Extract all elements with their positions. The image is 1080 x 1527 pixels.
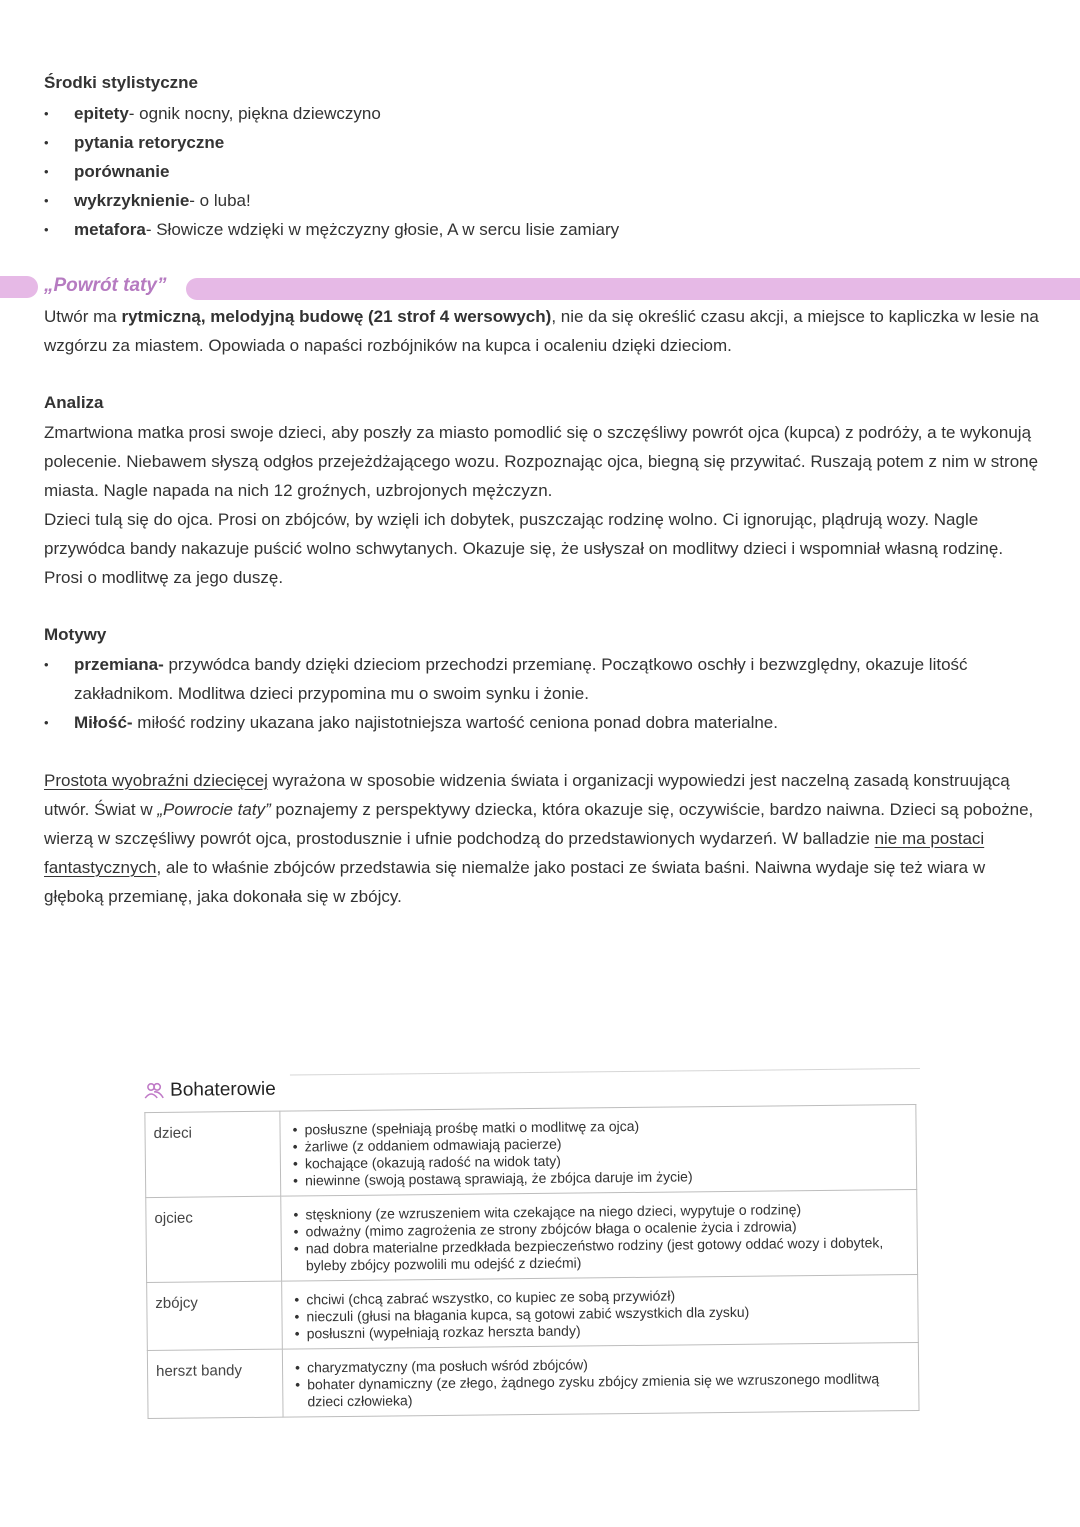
table-row [146,1189,918,1282]
table-row [147,1342,919,1418]
text: , ale to właśnie zbójców przedstawia się niemalże jako postaci ze świata baśni. Naiwna wydaje się też wiara w głęboką przemianę, jaka dokonała się w zbójcy. [44,858,986,906]
hero-traits [281,1189,918,1281]
motifs-list [44,650,1034,737]
trait-item: • kochające (okazują radość na widok taty) [293,1149,906,1172]
trait-item: • niewinne (swoją postawą sprawiają, że zbójca daruje im życie) [293,1166,906,1189]
definition: - ognik nocny, piękna dziewczyno [128,104,381,123]
term: epitety [74,104,129,123]
people-icon [144,1082,164,1100]
list-item [44,128,1034,157]
divider [290,1068,920,1076]
closing-paragraph [44,766,1044,911]
text: wyrażona w sposobie widzenia świata i organizacji wypowiedzi jest naczelną zasadą konstruującą utwór. Świat w [44,771,1010,819]
table-row [145,1104,917,1197]
trait-item: • posłuszni (wypełniają rozkaz herszta bandy) [295,1319,908,1342]
hero-name: dzieci [145,1111,281,1197]
section-band-left [0,276,38,298]
heroes-title-text: Bohaterowie [170,1078,276,1101]
term: metafora [74,220,146,239]
intro-bold: rytmiczną, melodyjną budowę (21 strof 4 wersowych) [121,307,552,326]
trait-item: • odważny (mimo zagrożenia ze strony zbójców błaga o ocalenie życia i zdrowia) [294,1217,907,1240]
analysis-paragraph-1: Zmartwiona matka prosi swoje dzieci, aby poszły za miasto pomodlić się o szczęśliwy powrót ojca (kupca) z podróży, a te wykonują polecenie. Niebawem słyszą odgłos przejeżdżającego wozu. Rozpoznając ojca, biegną się przywitać. Ruszają potem z nim w stronę miasta. Nagle napada na nich 12 groźnych, uzbrojonych mężczyzn. [44,423,1039,500]
hero-name: ojciec [146,1196,282,1282]
heroes-title [144,1079,276,1102]
hero-traits [282,1342,919,1417]
hero-traits [282,1274,919,1349]
list-item [44,99,1034,128]
trait-item: • nad dobra materialne przedkłada bezpieczeństwo rodziny (jest gotowy oddać wozy i dobytek, byleby zbójcy pozwolili mu odejść z dziećmi) [294,1234,907,1274]
heroes-table [144,1104,919,1419]
text: poznajemy z perspektywy dziecka, która okazuje się, oczywiście, bardzo naiwna. Dzieci są pobożne, wierzą w szczęśliwy powrót ojca, prostodusznie i ufnie podchodzą do przedstawionych wydarzeń. W balladzie [44,800,1034,848]
analysis-paragraph-2: Dzieci tulą się do ojca. Prosi on zbójców, by wzięli ich dobytek, puszczając rodzinę wolno. Ci ignorując, plądrują wozy. Nagle przywódca bandy nakazuje puścić wolno schwytanych. Okazuje się, że usłyszał on modlitwy dzieci i wspomniał własną rodzinę. Prosi o modlitwę za jego duszę. [44,510,1004,587]
list-item [44,650,1034,708]
trait-item: • żarliwe (z oddaniem odmawiają pacierze) [293,1132,906,1155]
trait-item: • bohater dynamiczny (ze złego, żądnego zysku zbójcy zmienia się we wzruszonego modlitwą dzieci człowieka) [295,1370,908,1410]
definition: - o luba! [189,191,251,210]
definition: - Słowicze wdzięki w mężczyzny głosie, A w sercu lisie zamiary [145,220,620,239]
term: porównanie [74,162,170,181]
trait-item: • posłuszne (spełniają prośbę matki o modlitwę za ojca) [292,1115,905,1138]
section-title: „Powrót taty” [44,275,167,296]
stylistic-heading: Środki stylistyczne [44,73,199,92]
underlined-phrase: Prostota wyobraźni dziecięcej [44,771,268,790]
definition: przywódca bandy dzięki dzieciom przechodzi przemianę. Początkowo oschły i bezwzględny, okazuje litość zakładnikom. Modlitwa dzieci przypomina mu o swoim synku i żonie. [74,655,968,703]
stylistic-list [44,99,1034,244]
italic-title: „Powrocie taty” [157,800,271,819]
section-intro [44,302,1044,360]
list-item [44,708,1034,737]
motifs-heading: Motywy [44,625,107,644]
trait-item: • stęskniony (ze wzruszeniem wita czekające na niego dzieci, wypytuje o rodzinę) [293,1200,906,1223]
list-item [44,186,1034,215]
list-item [44,215,1034,244]
term: przemiana- [74,655,164,674]
table-row [147,1274,919,1350]
trait-item: • charyzmatyczny (ma posłuch wśród zbójców) [295,1353,908,1376]
analysis-heading: Analiza [44,393,104,412]
heroes-table-scan [140,1068,928,1466]
hero-traits [280,1104,917,1196]
hero-name: zbójcy [147,1281,283,1350]
intro-text: Utwór ma [44,307,122,326]
term: Miłość- [74,713,133,732]
trait-item: • nieczuli (głusi na błagania kupca, są gotowi zabić wszystkich dla zysku) [294,1302,907,1325]
list-item [44,157,1034,186]
hero-name: herszt bandy [147,1349,283,1418]
trait-item: • chciwi (chcą zabrać wszystko, co kupiec ze sobą przywiózł) [294,1285,907,1308]
term: pytania retoryczne [74,133,225,152]
term: wykrzyknienie [74,191,190,210]
underlined-phrase: nie ma postaci fantastycznych [44,829,985,877]
section-band-right [186,278,1080,300]
intro-text-2: , nie da się określić czasu akcji, a miejsce to kapliczka w lesie na wzgórzu za miastem. Opowiada o napaści rozbójników na kupca i ocaleniu dzięki dzieciom. [44,307,1039,355]
definition: miłość rodziny ukazana jako najistotniejsza wartość ceniona ponad dobra materialne. [132,713,778,732]
